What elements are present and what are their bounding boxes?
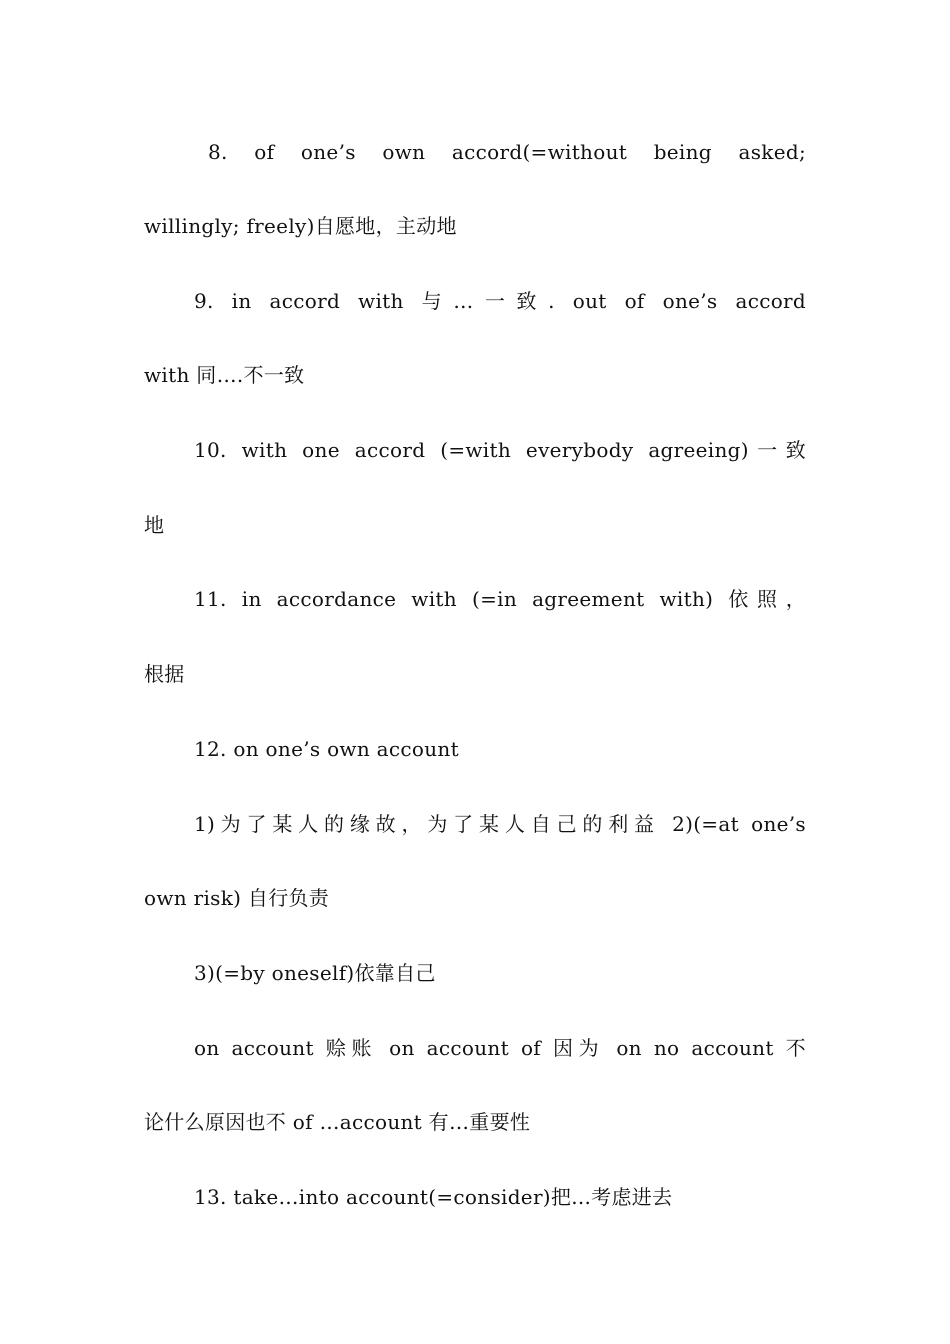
entry-11-line-2: 根据 <box>144 662 185 686</box>
entry-12-sense-3: 3)(=by oneself)依靠自己 <box>194 961 436 985</box>
entry-10-line-2: 地 <box>144 513 165 537</box>
entry-12-account-phrases-line-1: on account 赊账 on account of 因为 on no account 不 <box>194 1036 806 1060</box>
entry-12-sense-1-line-1: 1)为了某人的缘故，为了某人自己的利益 2)(=at one’s <box>194 812 806 836</box>
entry-8-line-2: willingly; freely)自愿地，主动地 <box>144 214 457 238</box>
entry-9-line-1: 9. in accord with 与…一致. out of one’s accord <box>194 289 806 313</box>
entry-9-line-2: with 同….不一致 <box>144 363 305 387</box>
entry-12-account-phrases-line-2: 论什么原因也不 of …account 有…重要性 <box>144 1110 531 1134</box>
entry-11-line-1: 11. in accordance with (=in agreement with) 依照， <box>194 587 806 611</box>
entry-8-line-1: 8. of one’s own accord(=without being asked; <box>208 140 806 164</box>
entry-13-line-1: 13. take…into account(=consider)把...考虑进去 <box>194 1185 673 1209</box>
entry-12-sense-1-line-2: own risk) 自行负责 <box>144 886 330 910</box>
entry-10-line-1: 10. with one accord (=with everybody agreeing)一致 <box>194 438 806 462</box>
entry-12-heading: 12. on one’s own account <box>194 737 459 761</box>
